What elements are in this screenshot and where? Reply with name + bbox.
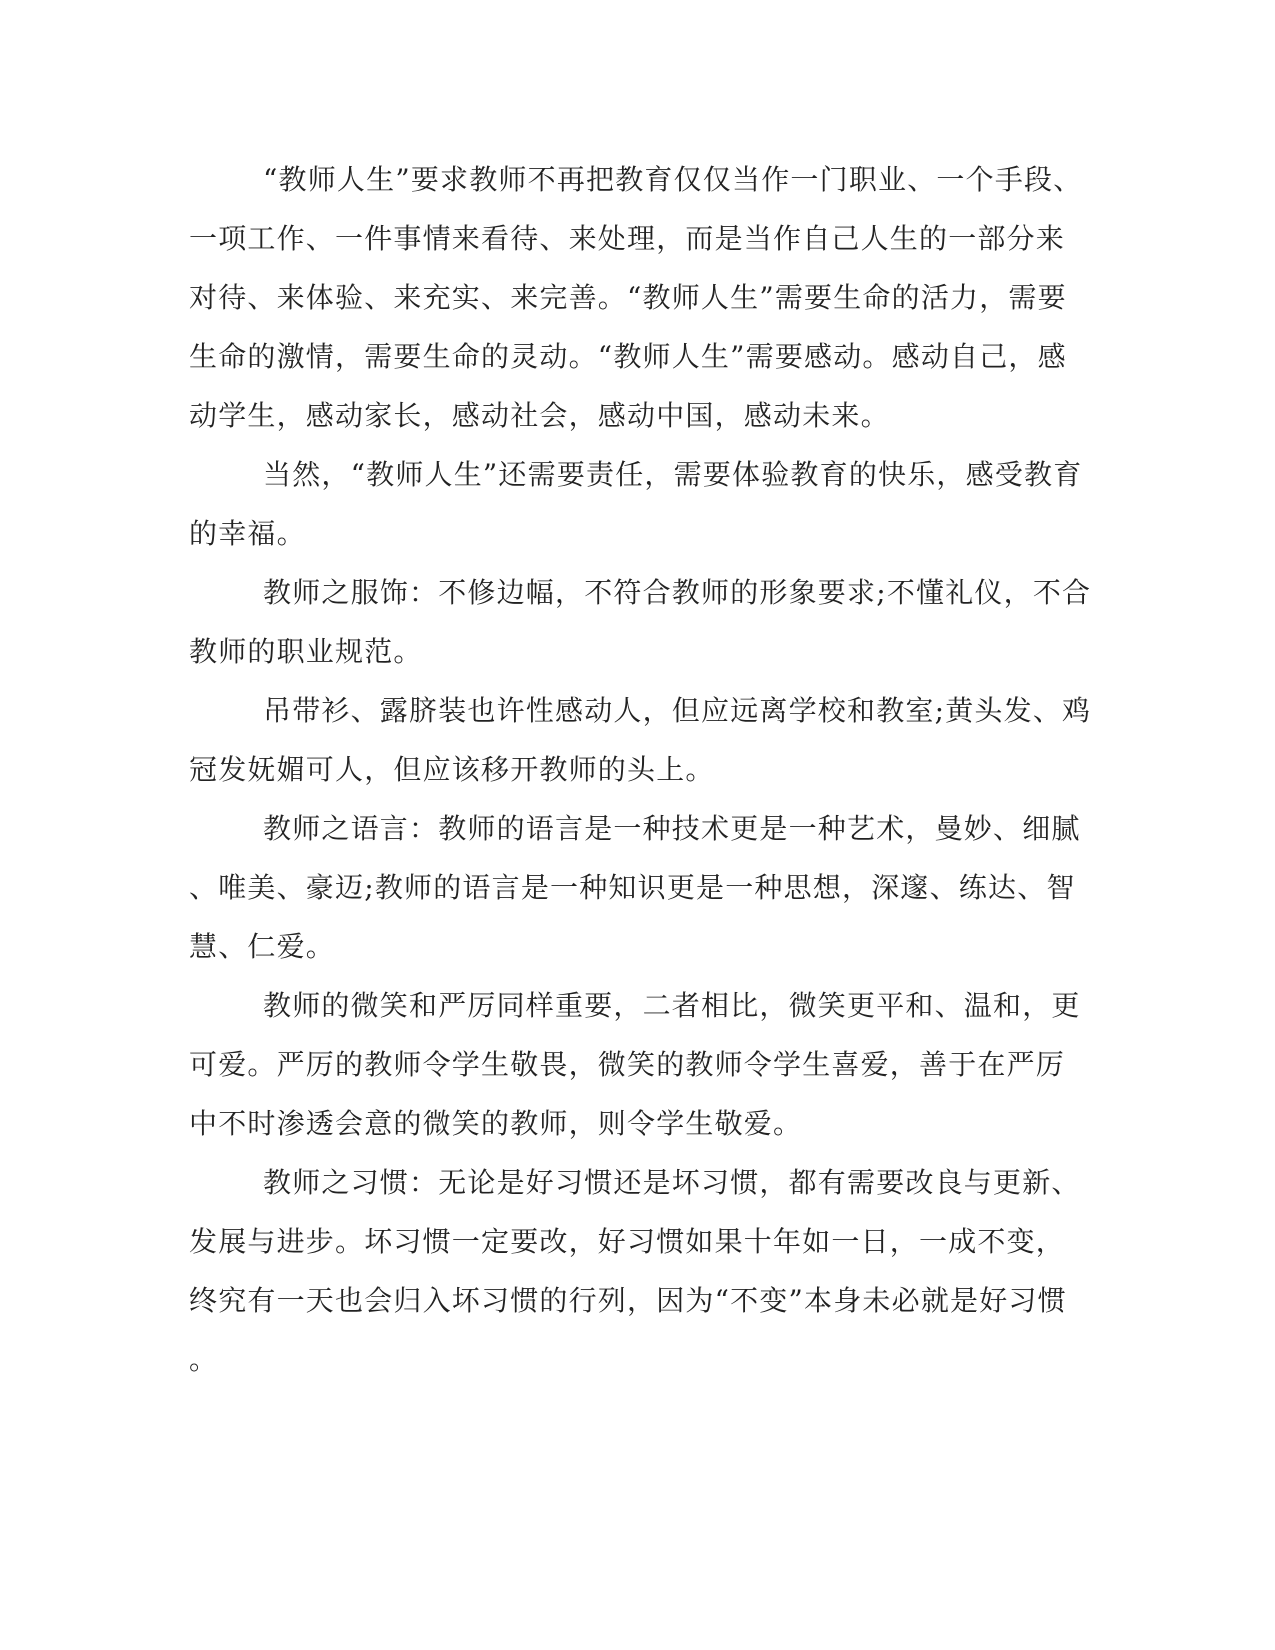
paragraph-6-line-3: 中不时渗透会意的微笑的教师，则令学生敬爱。 — [189, 1107, 803, 1140]
paragraph-1-line-2: 一项工作、一件事情来看待、来处理，而是当作自己人生的一部分来 — [189, 222, 1066, 255]
paragraph-3-line-1: 教师之服饰：不修边幅，不符合教师的形象要求;不懂礼仪，不合 — [263, 576, 1092, 609]
paragraph-1-line-3: 对待、来体验、来充实、来完善。“教师人生”需要生命的活力，需要 — [189, 281, 1067, 314]
paragraph-2-line-2: 的幸福。 — [189, 517, 306, 550]
paragraph-7-line-2: 发展与进步。坏习惯一定要改，好习惯如果十年如一日，一成不变， — [189, 1225, 1066, 1258]
paragraph-7-line-4: 。 — [189, 1343, 219, 1376]
paragraph-3-line-2: 教师的职业规范。 — [189, 635, 423, 668]
paragraph-4-line-2: 冠发妩媚可人，但应该移开教师的头上。 — [189, 753, 715, 786]
paragraph-1-line-4: 生命的激情，需要生命的灵动。“教师人生”需要感动。感动自己，感 — [189, 340, 1067, 373]
paragraph-1-line-5: 动学生，感动家长，感动社会，感动中国，感动未来。 — [189, 399, 890, 432]
paragraph-2-line-1: 当然，“教师人生”还需要责任，需要体验教育的快乐，感受教育 — [263, 458, 1083, 491]
paragraph-4-line-1: 吊带衫、露脐装也许性感动人，但应远离学校和教室;黄头发、鸡 — [263, 694, 1092, 727]
paragraph-6-line-2: 可爱。严厉的教师令学生敬畏，微笑的教师令学生喜爱，善于在严厉 — [189, 1048, 1066, 1081]
paragraph-1-line-1: “教师人生”要求教师不再把教育仅仅当作一门职业、一个手段、 — [263, 163, 1083, 196]
paragraph-7-line-3: 终究有一天也会归入坏习惯的行列，因为“不变”本身未必就是好习惯 — [189, 1284, 1067, 1317]
paragraph-7-line-1: 教师之习惯：无论是好习惯还是坏习惯，都有需要改良与更新、 — [263, 1166, 1081, 1199]
paragraph-5-line-2: 、唯美、豪迈;教师的语言是一种知识更是一种思想，深邃、练达、智 — [189, 871, 1076, 904]
paragraph-6-line-1: 教师的微笑和严厉同样重要，二者相比，微笑更平和、温和，更 — [263, 989, 1081, 1022]
paragraph-5-line-3: 慧、仁爱。 — [189, 930, 336, 963]
paragraph-5-line-1: 教师之语言：教师的语言是一种技术更是一种艺术，曼妙、细腻 — [263, 812, 1081, 845]
